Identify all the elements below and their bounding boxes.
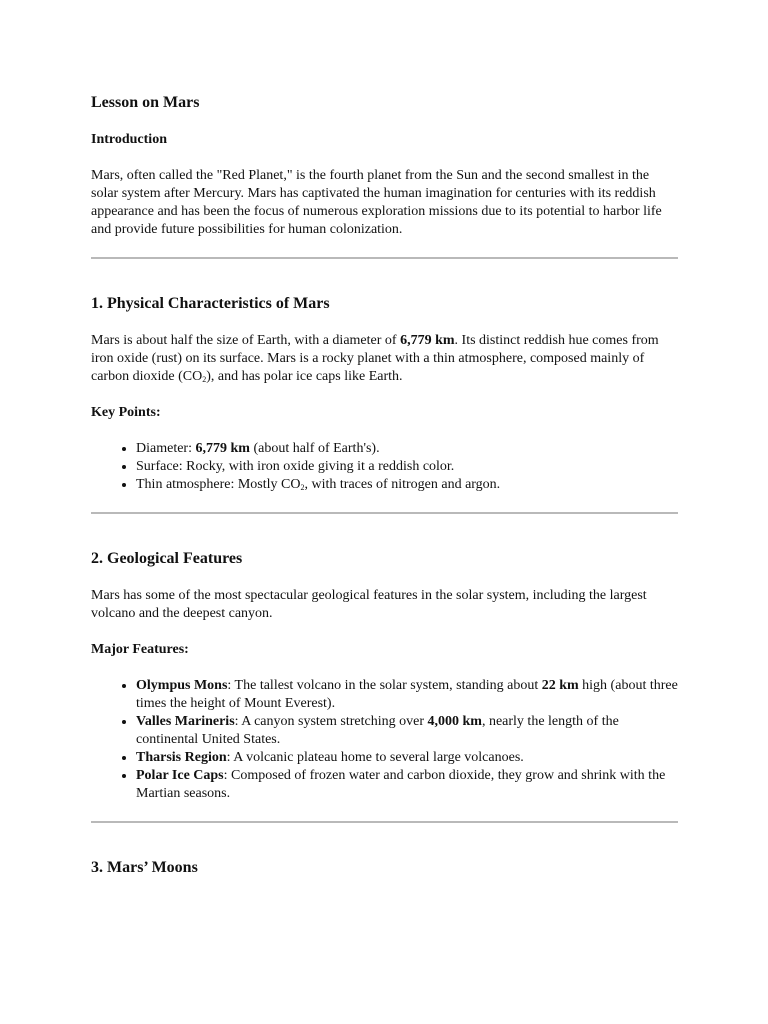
co2-subscript: 2: [300, 483, 305, 492]
feature-bold: 4,000 km: [427, 714, 482, 729]
document-page: [91, 93, 678, 878]
list-item: [136, 440, 678, 458]
section-divider: [91, 257, 678, 259]
features-list: [91, 677, 678, 803]
feature-bold: 22 km: [541, 678, 579, 693]
point-text: , with traces of nitrogen and argon.: [304, 477, 501, 492]
intro-paragraph: Mars, often called the "Red Planet," is the fourth planet from the Sun and the second smallest in the solar system after Mercury. Mars has captivated the human imagination for centuries with its reddish appearance and has been the focus of numerous exploration missions due to its potential to harbor life and provide future possibilities for human colonization.: [91, 168, 662, 237]
feature-text: : A volcanic plateau home to several large volcanoes.: [226, 750, 524, 765]
point-text: Surface: Rocky, with iron oxide giving it a reddish color.: [136, 459, 455, 474]
list-item: [136, 767, 678, 803]
section-divider: [91, 821, 678, 823]
feature-text: : Composed of frozen water and carbon dioxide, they grow and shrink with the Martian seasons.: [136, 768, 666, 801]
key-points-label: Key Points:: [91, 405, 161, 420]
section-divider: [91, 512, 678, 514]
section3-heading: 3. Mars’ Moons: [91, 859, 198, 876]
section1-text-c: ), and has polar ice caps like Earth.: [206, 369, 403, 384]
section2-intro: Mars has some of the most spectacular geological features in the solar system, including the largest volcano and the deepest canyon.: [91, 588, 647, 621]
diameter-value: 6,779 km: [400, 333, 455, 348]
feature-text: high (about three times the height of Mount Everest).: [136, 678, 678, 711]
feature-text: : The tallest volcano in the solar system, standing about: [227, 678, 542, 693]
section1-heading: 1. Physical Characteristics of Mars: [91, 295, 330, 312]
list-item: [136, 713, 678, 749]
major-features-label: Major Features:: [91, 642, 189, 657]
feature-name: Tharsis Region: [136, 750, 227, 765]
point-text: Diameter:: [136, 441, 196, 456]
intro-heading: Introduction: [91, 132, 167, 147]
feature-text: , nearly the length of the continental United States.: [136, 714, 619, 747]
document-title: Lesson on Mars: [91, 94, 200, 111]
feature-name: Olympus Mons: [136, 678, 228, 693]
feature-name: Polar Ice Caps: [136, 768, 224, 783]
feature-name: Valles Marineris: [136, 714, 235, 729]
section1-text-a: Mars is about half the size of Earth, with a diameter of: [91, 333, 401, 348]
point-bold: 6,779 km: [195, 441, 250, 456]
section1-text-b: . Its distinct reddish hue comes from iron oxide (rust) on its surface. Mars is a rocky planet with a thin atmosphere, composed mainly of carbon dioxide (CO: [91, 333, 659, 384]
key-points-list: [91, 440, 678, 494]
section2-heading: 2. Geological Features: [91, 550, 243, 567]
list-item: [136, 458, 678, 476]
section1-paragraph: [91, 332, 678, 386]
list-item: [136, 677, 678, 713]
list-item: [136, 476, 678, 494]
list-item: [136, 749, 678, 767]
feature-text: : A canyon system stretching over: [234, 714, 428, 729]
co2-subscript: 2: [202, 375, 207, 384]
point-text: (about half of Earth's).: [249, 441, 380, 456]
point-text: Thin atmosphere: Mostly CO: [136, 477, 301, 492]
